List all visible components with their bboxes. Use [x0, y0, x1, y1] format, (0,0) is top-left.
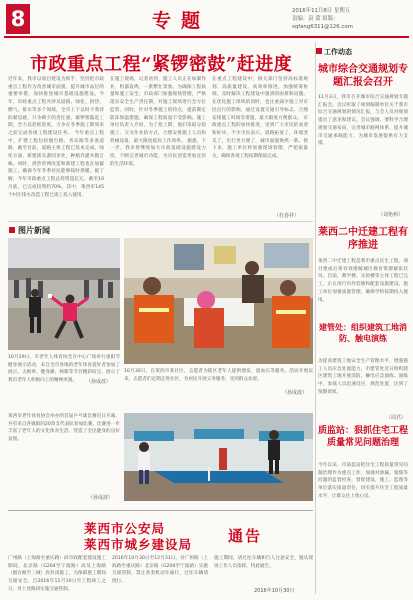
photo2-caption: 10月30日，在莱西市某社区，志愿者为辖区老年人提供理发、量血压等服务。活动开展以来，志愿者们定期走进社区，为居民开展义务服务，受到群众欢迎。: [124, 369, 313, 382]
article-col-2: 在施工现场，记者看到，施工人员正在加紧作业，机器轰鸣，一派繁忙景象。为确保工程质量和施工安全，市政部门加强现场管理，严格落实安全生产责任制，对施工现场进行全方位监管。同时，针对冬季施工的特点，提前制定防冻保温措施，确保工程质量不受影响。施工单位负责人介绍，为了抢工期，他们采取分段施工、交叉作业的方式，合理安排施工人员和机械设备，最大限度提高工作效率。 据悉，下一步，我市将继续加大市政基础设施建设力度，不断完善城市功能，为市民创造更加宜居的生活环境。: [110, 77, 206, 167]
notice-col-2: 2016年10月30日至12月31日，对广州路（上海路至重庆路）北京路（G204至宁波路）实施交通管制，禁止各类机动车通行，过往车辆请绕行。: [112, 556, 208, 585]
header-rule: [4, 36, 409, 38]
work-news-label: 工作动态: [316, 47, 352, 57]
public-notice: [8, 510, 313, 596]
notice-title: 通告: [228, 527, 263, 545]
page-header: [0, 0, 413, 38]
photo2-source: （孙成波）: [282, 390, 308, 396]
article-col-1: 近年来，我市以项目建设为抓手，坚持把市政重点工程作为改善城市面貌、提升城市品位的重要举措，加快推进城市基础设施建设。今年，市政重点工程共涉及道路、绿化、供热、燃气、排水等多个领域，全市上下以时不我待的紧迫感、只争朝夕的责任感，紧锣密鼓赶工期，全力以赴抓进度，力争在冬季施工期到来之前完成各项工程建设任务。 今年重点工程中，扩建工程包括烟台路、青岛路等多条道路，截至目前，道路主体工程已基本完成。绿化方面，新建街头游园多处，种植乔灌木数万株。同时，供热管网改造和新建工程也在加紧施工，确保今年冬季居民能够按时供暖。据了解，今年市政重点工程总投资超亿元，截至10月底，已完成投资约70%。其中，莱西市145个村庄排水改造工程已竣工投入使用。: [8, 77, 104, 198]
story3-body: 为提高建筑工地安全生产管理水平，增强施工人员应急处置能力，市建管处近日组织辖区建筑工地开展消防、触电应急演练。演练中，参演人员迅速反应，规范处置，达到了预期效果。: [318, 359, 408, 395]
photo-table-tennis-image: [124, 413, 313, 501]
main-headline: 市政重点工程“紧锣密鼓”赶进度: [30, 54, 293, 75]
editor-line: 责编：袁 蕾 组版：: [292, 16, 339, 22]
email-line: sqfang6311@126.com: [292, 24, 353, 30]
story3-title: 建管处：组织建筑工地消防、触电演练: [319, 323, 407, 343]
column-divider: [315, 42, 316, 594]
photo-table-tennis: [124, 413, 313, 501]
photo-seniors-dancing-image: [8, 238, 120, 350]
photo1-source: （孙成波）: [86, 379, 112, 385]
page-number: 8: [6, 4, 30, 34]
story1-title: 城市综合交通规划专题汇报会召开: [318, 64, 408, 88]
story3-source: （周君）: [386, 415, 407, 421]
photo-news-label: 图片新闻: [9, 225, 50, 236]
photo-seniors-dancing: [8, 238, 120, 350]
photo1-caption: 10月29日，市老年人体育协会在中心广场举行重阳节健身展示活动，来自全市各地的老年体育爱好者参加了展示。太极拳、健身操、秧歌等节目精彩纷呈，展示了我市老年人积极向上的精神风貌。: [8, 355, 120, 383]
photo3-caption: 莱西市老年体育协会举办的首届乒乓球比赛近日开幕，共有来自各镇街的20余支代表队参加比赛。比赛进一步丰富了老年人的文化体育生活，营造了全民健身的良好氛围。: [8, 414, 120, 442]
notice-col-3: 施工期间，请过往车辆和行人注意安全，服从现场工作人员指挥。特此通告。: [214, 556, 313, 569]
notice-col-1: 广州路（上海路至重庆路）段市政配套建设施工期间，北京路（G204至宁波路）段及上海路（烟台路至三城）段封闭施工，为保障施工期间交通安全，自2016年11月10日至工程竣工之日，对上述路段实施交通管制。: [8, 556, 106, 592]
story2-title: 莱西二中迁建工程有序推进: [318, 227, 408, 251]
header-meta: [292, 7, 353, 31]
article-reporter: （杜春祥）: [274, 213, 300, 219]
date-line: 2016年11月8日 星期五: [292, 8, 351, 14]
notice-org-construction: 莱西市城乡建设局: [84, 537, 193, 552]
notice-org-police: 莱西市公安局: [84, 521, 166, 536]
story4-body: 今年以来，市质监站把住宅工程质量常见问题治理作为重点工作，加强对渗漏、裂缝等问题的监督检查，督促建设、施工、监理等单位落实质量责任，切实提升住宅工程质量水平，让群众住上放心房。: [318, 463, 408, 499]
story1-source: （刘艳莉）: [378, 212, 404, 218]
photo-community-service-image: [124, 238, 313, 364]
photo3-source: （孙成波）: [88, 495, 114, 501]
section-title: 专题: [152, 10, 211, 32]
story1-body: 11月3日，我市召开城市综合交通规划专题汇报会。会议听取了规划编制单位关于我市综合交通规划的情况汇报，与会人员对规划提出了意见和建议。会议强调，要科学合理规划交通布局，完善城市路网体系，提升城市交通承载能力，为城市发展提供有力支撑。: [318, 95, 408, 147]
story2-body: 莱西二中迁建工程是我市重点民生工程，项目建成后将有效缓解城区教育资源紧张状况。目前，教学楼、实验楼等主体工程已完工，正在进行内外装修和配套设施建设。施工单位加强质量管理，确保学校按期投入使用。: [318, 259, 408, 303]
notice-date: 2016年10月30日: [254, 588, 295, 594]
photo-community-service: [124, 238, 313, 364]
section-divider: [8, 221, 313, 222]
article-col-3: 在重点工程建设中，相关部门坚持高标准规划、高质量建设、高效率推进，加强统筹协调，及时解决工程建设中遇到的困难和问题。在优化施工组织的同时，也注重减少施工对市民出行的影响，通过设置交通引导标志、合理安排施工时间等措施，最大限度方便群众。 市政重点工程的加快推进，受到广大市民的欢迎和好评。不少市民表示，道路拓宽了，环境变美了，出行更方便了，城市面貌焕然一新。接下来，施工单位将加强现场管理，严把质量关，确保各项工程按期保质完成。: [212, 77, 308, 160]
story4-title: 质监站：狠抓住宅工程质量常见问题治理: [318, 426, 409, 448]
